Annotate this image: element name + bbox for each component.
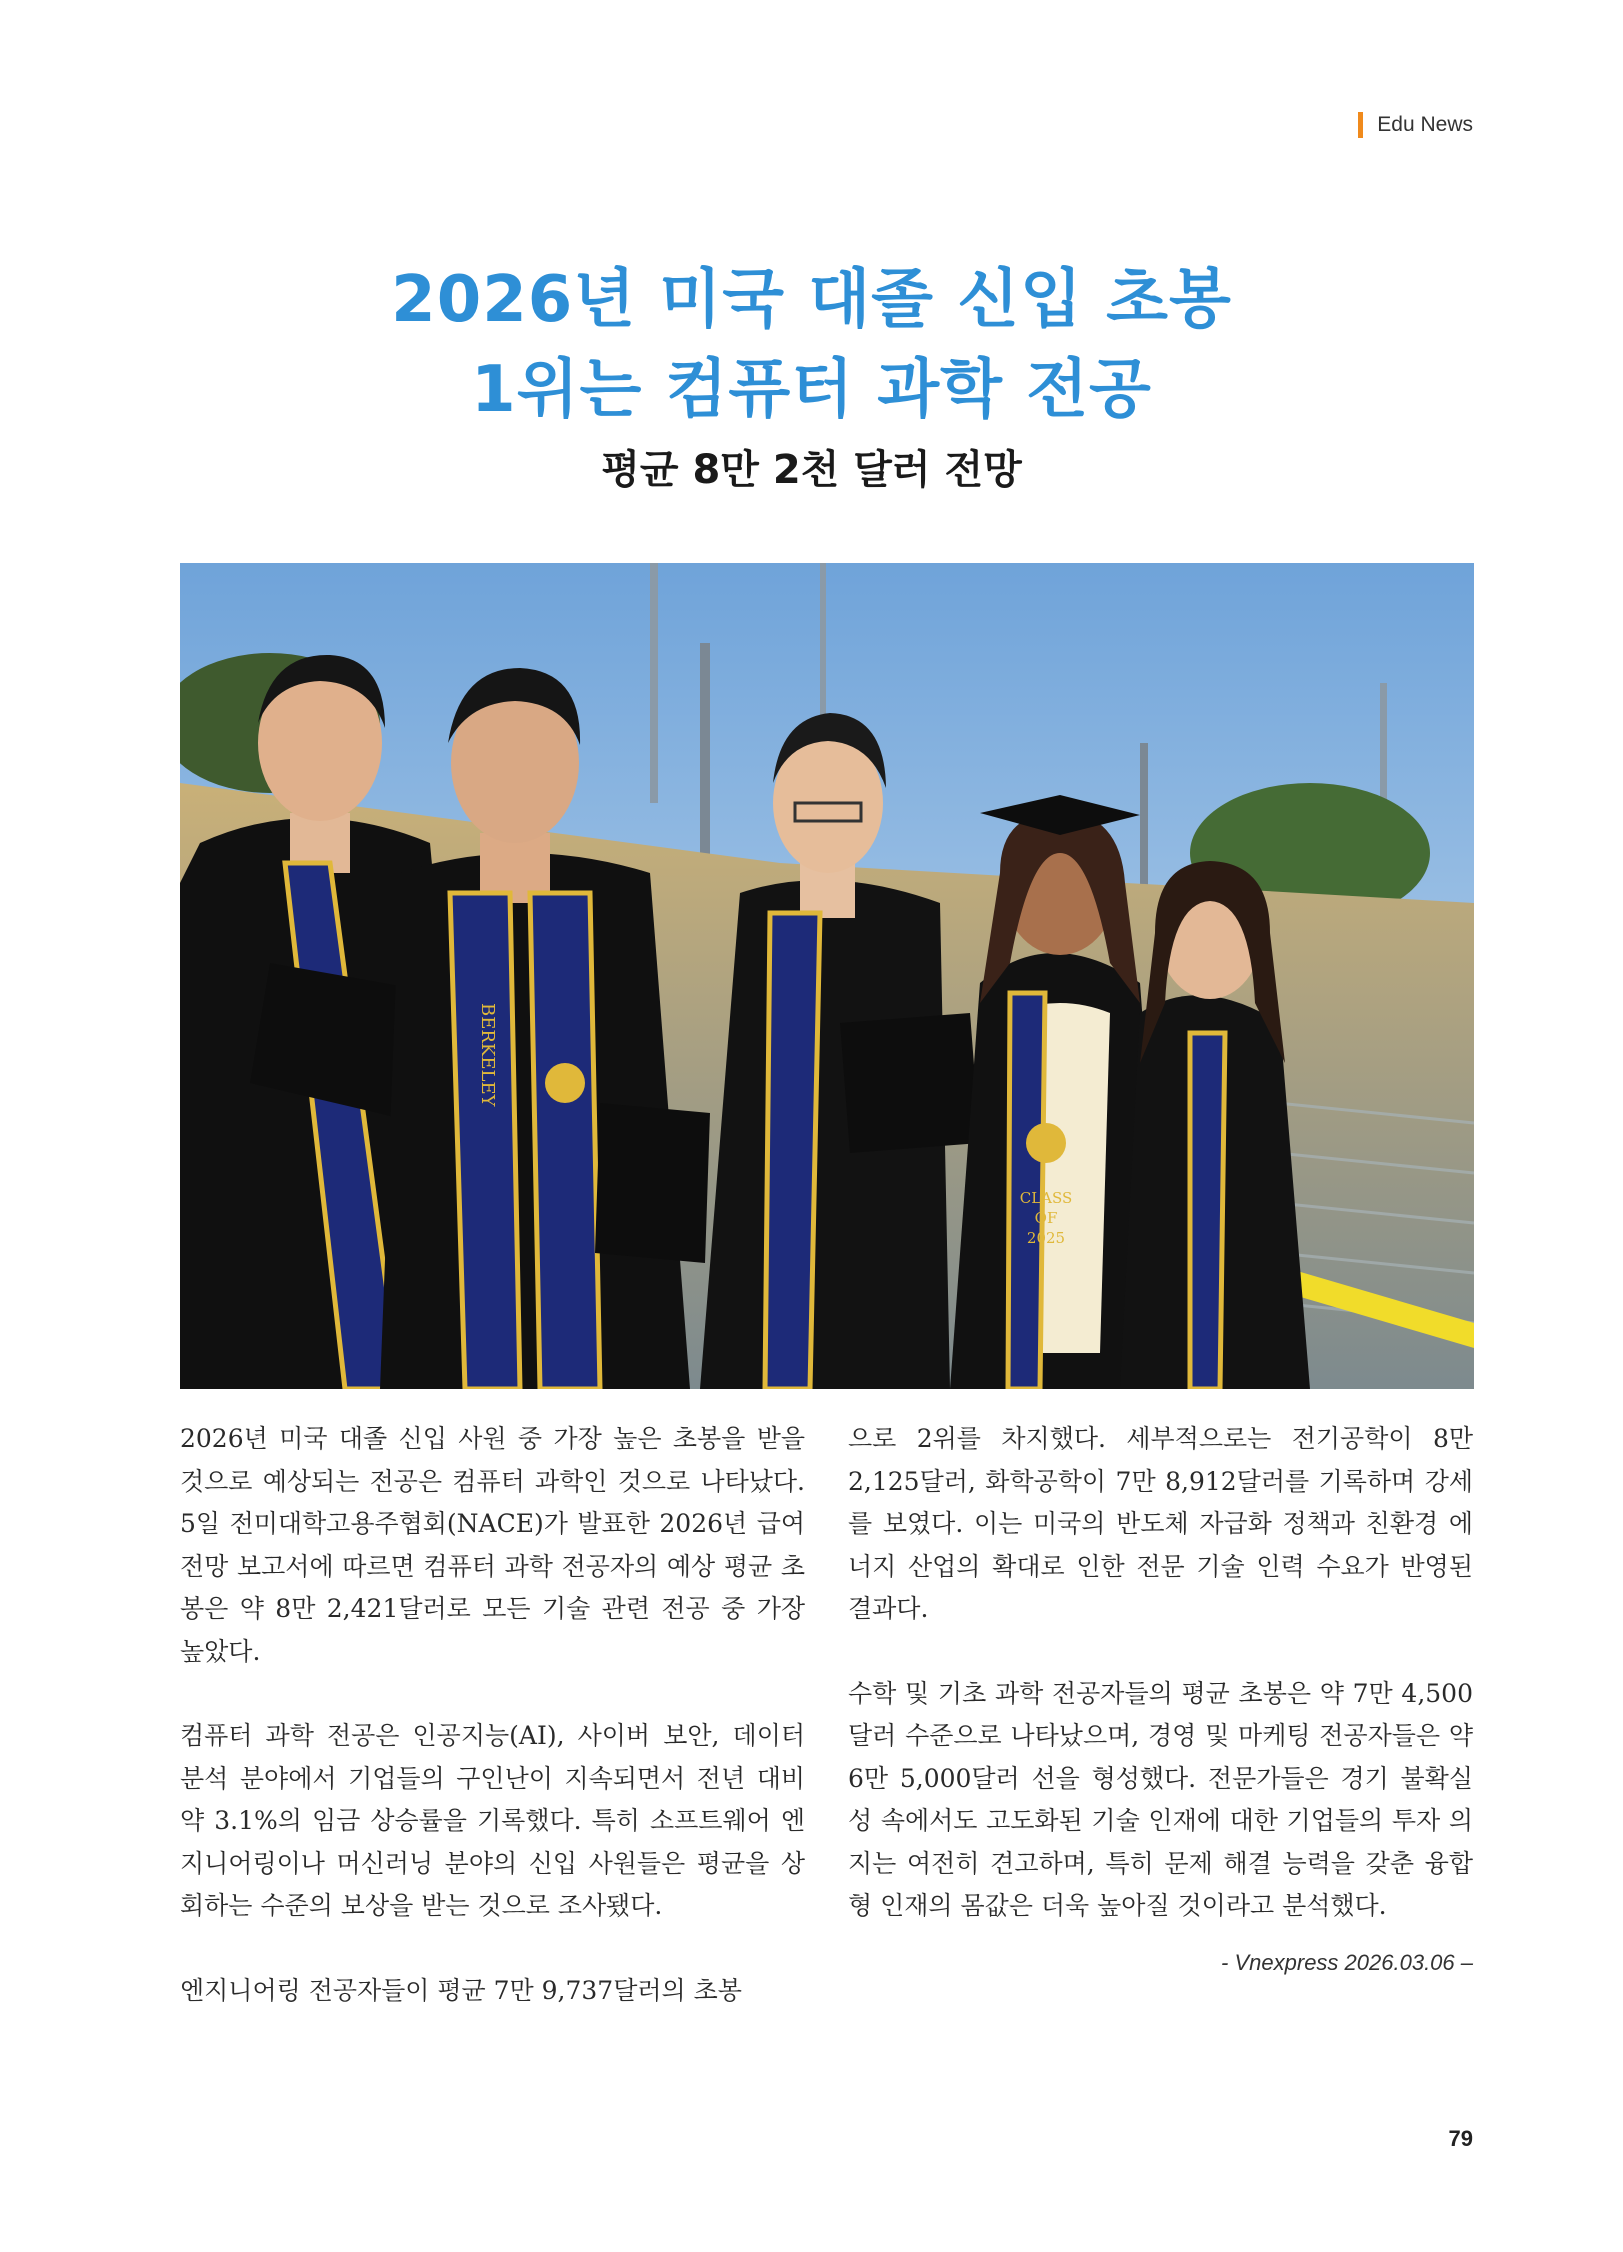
article-title-line-2: 1위는 컴퓨터 과학 전공 xyxy=(471,353,1152,427)
body-paragraph: 엔지니어링 전공자들이 평균 7만 9,737달러의 초봉 xyxy=(180,1975,742,2005)
graduation-photo xyxy=(180,563,1474,1389)
section-tag-bar xyxy=(1358,112,1363,138)
body-paragraph: 수학 및 기초 과학 전공자들의 평균 초봉은 약 7만 4,500달러 수준으로 나타났으며, 경영 및 마케팅 전공자들은 약 6만 5,000달러 선을 형성했다. 전문가들은 경기 불확실성 속에서도 고도화된 기술 인재에 대한 기업들의 투자 의지는 여전히 견고하며, 특히 문제 해결 능력을 갖춘 융합형 인재의 몸값은 더욱 높아질 것이라고 분석했다. xyxy=(848,1678,1473,1920)
stole-text: BERKELEY xyxy=(477,1003,498,1107)
article-subtitle: 평균 8만 2천 달러 전망 xyxy=(601,447,1022,493)
article-body-right-column xyxy=(848,1418,1473,1984)
article-body-left-column xyxy=(180,1418,805,2054)
section-tag-label: Edu News xyxy=(1377,113,1473,136)
article-source: - Vnexpress 2026.03.06 – xyxy=(1221,1949,1473,1975)
page-number: 79 xyxy=(1448,2126,1473,2151)
badge-text-line-1: CLASS xyxy=(1019,1189,1073,1207)
section-tag xyxy=(1358,112,1473,138)
article-title-line-1: 2026년 미국 대졸 신입 초봉 xyxy=(391,263,1232,337)
article-title xyxy=(0,255,1623,435)
body-paragraph: 컴퓨터 과학 전공은 인공지능(AI), 사이버 보안, 데이터 분석 분야에서 기업들의 구인난이 지속되면서 전년 대비 약 3.1%의 임금 상승률을 기록했다. 특히 소프트웨어 엔지니어링이나 머신러닝 분야의 신입 사원들은 평균을 상회하는 수준의 보상을 받는 것으로 조사됐다. xyxy=(180,1721,805,1920)
body-paragraph: 으로 2위를 차지했다. 세부적으로는 전기공학이 8만 2,125달러, 화학공학이 7만 8,912달러를 기록하며 강세를 보였다. 이는 미국의 반도체 자급화 정책과 친환경 에너지 산업의 확대로 인한 전문 기술 인력 수요가 반영된 결과다. xyxy=(848,1424,1473,1623)
graduation-photo-illustration xyxy=(180,563,1474,1389)
body-paragraph: 2026년 미국 대졸 신입 사원 중 가장 높은 초봉을 받을 것으로 예상되는 전공은 컴퓨터 과학인 것으로 나타났다. 5일 전미대학고용주협회(NACE)가 발표한 2026년 급여 전망 보고서에 따르면 컴퓨터 과학 전공자의 예상 평균 초봉은 약 8만 2,421달러로 모든 기술 관련 전공 중 가장 높았다. xyxy=(180,1424,805,1666)
badge-text-line-3: 2025 xyxy=(1026,1229,1066,1247)
badge-text-line-2: OF xyxy=(1034,1209,1058,1227)
